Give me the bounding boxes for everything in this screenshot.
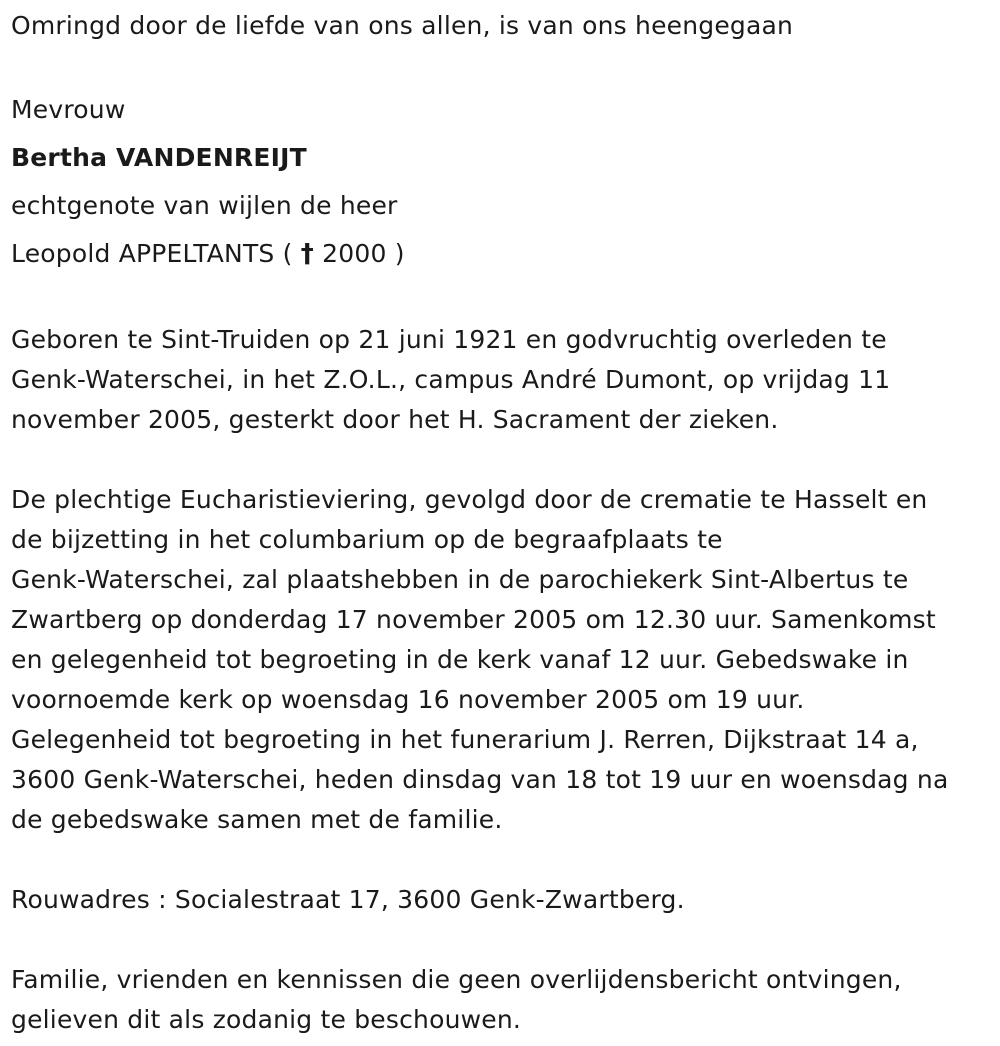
paragraph-line: de gebedswake samen met de familie.: [11, 805, 503, 834]
paragraph-line: Geboren te Sint-Truiden op 21 juni 1921 en godvruchtig overleden te: [11, 325, 887, 354]
spouse-death-year: 2000 ): [322, 239, 405, 268]
paragraph-line: Zwartberg op donderdag 17 november 2005 om 12.30 uur. Samenkomst: [11, 605, 936, 634]
mourning-address: Rouwadres : Socialestraat 17, 3600 Genk-Zwartberg.: [11, 885, 685, 914]
obituary-notice: [11, 6, 991, 1040]
spacer: [11, 278, 991, 320]
paragraph-line: Familie, vrienden en kennissen die geen overlijdensbericht ontvingen,: [11, 965, 902, 994]
paragraph-line: gelieven dit als zodanig te beschouwen.: [11, 1005, 522, 1034]
birth-death-paragraph: [11, 320, 991, 440]
ceremony-paragraph: [11, 480, 991, 840]
spouse-name: Leopold APPELTANTS (: [11, 239, 293, 268]
honorific: Mevrouw: [11, 95, 126, 124]
paragraph-line: voornoemde kerk op woensdag 16 november 2005 om 19 uur.: [11, 685, 805, 714]
spacer: [11, 46, 991, 86]
deceased-name: Bertha VANDENREIJT: [11, 143, 307, 172]
spouse-line: echtgenote van wijlen de heer: [11, 191, 398, 220]
paragraph-line: november 2005, gesterkt door het H. Sacrament der zieken.: [11, 405, 779, 434]
closing-paragraph: [11, 960, 991, 1040]
paragraph-line: de bijzetting in het columbarium op de begraafplaats te: [11, 525, 723, 554]
spacer: [11, 840, 991, 880]
paragraph-line: 3600 Genk-Waterschei, heden dinsdag van 18 tot 19 uur en woensdag na: [11, 765, 949, 794]
paragraph-line: Genk-Waterschei, zal plaatshebben in de parochiekerk Sint-Albertus te: [11, 565, 909, 594]
paragraph-line: en gelegenheid tot begroeting in de kerk vanaf 12 uur. Gebedswake in: [11, 645, 909, 674]
spouse-name-line: [11, 230, 991, 278]
paragraph-line: Gelegenheid tot begroeting in het funerarium J. Rerren, Dijkstraat 14 a,: [11, 725, 919, 754]
spacer: [11, 440, 991, 480]
paragraph-line: Genk-Waterschei, in het Z.O.L., campus André Dumont, op vrijdag 11: [11, 365, 891, 394]
spacer: [11, 920, 991, 960]
paragraph-line: De plechtige Eucharistieviering, gevolgd door de crematie te Hasselt en: [11, 485, 928, 514]
intro-text: Omringd door de liefde van ons allen, is van ons heengegaan: [11, 11, 794, 40]
cross-icon: †: [300, 239, 314, 269]
